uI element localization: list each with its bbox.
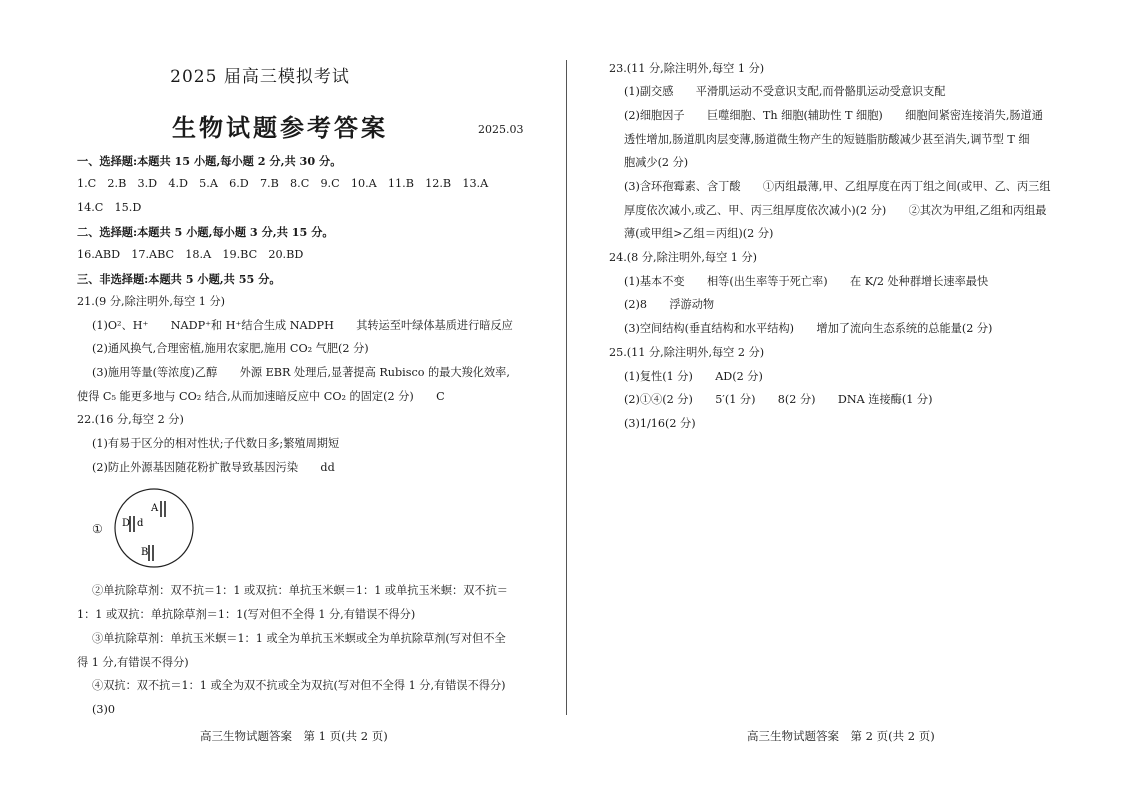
section-1-answers-row1: 1.C 2.B 3.D 4.D 5.A 6.D 7.B 8.C 9.C 10.A 11.B 12.B 13.A (77, 177, 489, 190)
q22-option3-line1: ③单抗除草剂：单抗玉米螟＝1：1 或全为单抗玉米螟或全为单抗除草剂(写对但不全 (92, 632, 506, 645)
q25-heading: 25.(11 分,除注明外,每空 2 分) (609, 346, 765, 359)
exam-date: 2025.03 (478, 123, 524, 136)
q24-part2: (2)8 浮游动物 (624, 298, 715, 311)
q22-option3-line2: 得 1 分,有错误不得分) (77, 656, 189, 669)
gene-label-d-upper: D (122, 518, 131, 529)
q22-part2: (2)防止外源基因随花粉扩散导致基因污染 dd (92, 461, 335, 474)
q22-circle-marker: ① (92, 522, 103, 536)
gene-label-b: B (141, 547, 149, 558)
q25-part2: (2)①④(2 分) 5′(1 分) 8(2 分) DNA 连接酶(1 分) (624, 393, 933, 406)
q24-heading: 24.(8 分,除注明外,每空 1 分) (609, 251, 758, 264)
q23-part2-line2: 透性增加,肠道肌肉层变薄,肠道微生物产生的短链脂肪酸减少甚至消失,调节型 T 细 (624, 133, 1030, 146)
q25-part3: (3)1/16(2 分) (624, 417, 696, 430)
section-2-heading: 二、选择题:本题共 5 小题,每小题 3 分,共 15 分。 (77, 225, 334, 239)
q22-part3: (3)0 (92, 703, 115, 716)
q23-part3-line3: 薄(或甲组>乙组＝丙组)(2 分) (624, 227, 774, 240)
q21-part3-line1: (3)施用等量(等浓度)乙醇 外源 EBR 处理后,显著提高 Rubisco 的最大羧化效率, (92, 366, 510, 379)
chromosome-cell-diagram (92, 488, 202, 572)
section-1-answers-row2: 14.C 15.D (77, 201, 142, 214)
main-title: 生物试题参考答案 (172, 114, 388, 142)
q21-heading: 21.(9 分,除注明外,每空 1 分) (77, 295, 226, 308)
section-1-heading: 一、选择题:本题共 15 小题,每小题 2 分,共 30 分。 (77, 154, 342, 168)
q22-option2-line1: ②单抗除草剂：双不抗＝1：1 或双抗：单抗玉米螟＝1：1 或单抗玉米螟：双不抗＝ (92, 584, 508, 597)
q22-heading: 22.(16 分,每空 2 分) (77, 413, 184, 426)
q23-part3-line2: 厚度依次减小,或乙、甲、丙三组厚度依次减小)(2 分) ②其次为甲组,乙组和丙组最 (624, 204, 1047, 217)
section-3-heading: 三、非选择题:本题共 5 小题,共 55 分。 (77, 272, 281, 286)
q23-part1: (1)副交感 平滑肌运动不受意识支配,而骨骼肌运动受意识支配 (624, 85, 946, 98)
q21-part3-line2: 使得 C₅ 能更多地与 CO₂ 结合,从而加速暗反应中 CO₂ 的固定(2 分) C (77, 390, 445, 403)
q23-heading: 23.(11 分,除注明外,每空 1 分) (609, 62, 765, 75)
q23-part2-line3: 胞减少(2 分) (624, 156, 689, 169)
q22-part1: (1)有易于区分的相对性状;子代数日多;繁殖周期短 (92, 437, 340, 450)
q24-part1: (1)基本不变 相等(出生率等于死亡率) 在 K/2 处种群增长速率最快 (624, 275, 989, 288)
q21-part2: (2)通风换气,合理密植,施用农家肥,施用 CO₂ 气肥(2 分) (92, 342, 369, 355)
gene-label-d-lower: d (137, 518, 144, 529)
q25-part1: (1)复性(1 分) AD(2 分) (624, 370, 763, 383)
page-1-footer: 高三生物试题答案 第 1 页(共 2 页) (200, 729, 388, 743)
q22-option4: ④双抗：双不抗＝1：1 或全为双不抗或全为双抗(写对但不全得 1 分,有错误不得分) (92, 679, 506, 692)
gene-label-a: A (151, 503, 159, 514)
q22-option2-line2: 1：1 或双抗：单抗除草剂＝1：1(写对但不全得 1 分,有错误不得分) (77, 608, 416, 621)
q23-part3-line1: (3)含环孢霉素、含丁酸 ①丙组最薄,甲、乙组厚度在丙丁组之间(或甲、乙、丙三组 (624, 180, 1051, 193)
exam-title: 2025 届高三模拟考试 (170, 67, 350, 87)
page-2 (567, 0, 1123, 794)
q24-part3: (3)空间结构(垂直结构和水平结构) 增加了流向生态系统的总能量(2 分) (624, 322, 993, 335)
page-2-footer: 高三生物试题答案 第 2 页(共 2 页) (747, 729, 935, 743)
q21-part1: (1)O²、H⁺ NADP⁺和 H⁺结合生成 NADPH 其转运至叶绿体基质进行暗反应 (92, 319, 513, 332)
q23-part2-line1: (2)细胞因子 巨噬细胞、Th 细胞(辅助性 T 细胞) 细胞间紧密连接消失,肠道通 (624, 109, 1043, 122)
section-2-answers: 16.ABD 17.ABC 18.A 19.BC 20.BD (77, 248, 304, 261)
